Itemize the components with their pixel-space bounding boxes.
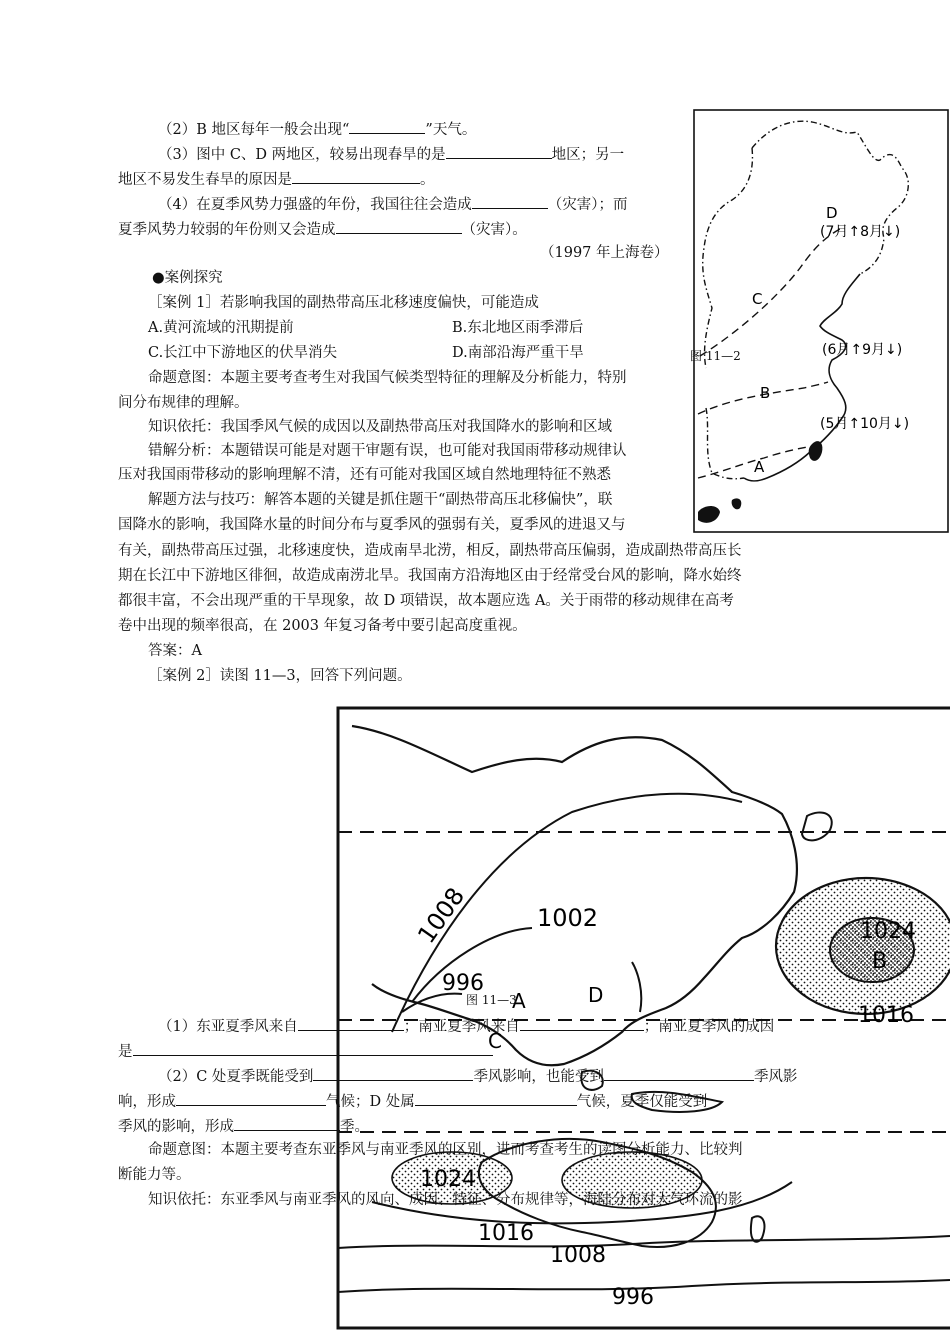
c2q2-blank-4[interactable] (415, 1090, 577, 1106)
q3-text-b: 地区；另一 (551, 147, 625, 163)
error1-line-1: 错解分析：本题错误可能是对题干审题有误，也可能对我国雨带移动规律认 (148, 443, 627, 459)
q2-text-b: ”天气。 (425, 122, 477, 138)
fig3-iso-1024-right: 1024 (860, 919, 916, 944)
q4-text-c: 夏季风势力较弱的年份则又会造成 (118, 222, 336, 238)
q4-text-a: （4）在夏季风势力强盛的年份，我国往往会造成 (158, 197, 472, 213)
fig2-caption: 图 11—2 (690, 349, 741, 363)
c2q2-blank-1[interactable] (313, 1065, 473, 1081)
method1-line-3: 有关，副热带高压过强，北移速度快，造成南旱北涝，相反，副热带高压偏弱，造成副热带高压长 (118, 543, 742, 559)
case-heading: ●案例探究 (152, 270, 223, 286)
q4-blank-2[interactable] (336, 218, 462, 234)
figure-11-2-map (692, 108, 950, 534)
method1-line-6: 卷中出现的频率很高，在 2003 年复习备考中要引起高度重视。 (118, 618, 527, 634)
q3-text-a: （3）图中 C、D 两地区，较易出现春旱的是 (158, 147, 446, 163)
c2q2-text-d: 响，形成 (118, 1094, 176, 1110)
c2q2-text-f: 气候，夏季仅能受到 (576, 1094, 708, 1110)
q3-blank-1[interactable] (446, 143, 552, 159)
error1-line-2: 压对我国雨带移动的影响理解不清，还有可能对我国区域自然地理特征不熟悉 (118, 467, 611, 483)
case2-question: ［案例 2］读图 11—3，回答下列问题。 (148, 668, 412, 684)
fig3-iso-1008-top: 1008 (412, 882, 471, 949)
case1-option-a: A.黄河流域的汛期提前 (148, 320, 294, 336)
fig2-band-2: (6月↑9月↓) (822, 342, 903, 358)
basis1-line: 知识依托：我国季风气候的成因以及副热带高压对我国降水的影响和区域 (148, 419, 612, 435)
c2q2-text-e: 气候；D 处属 (326, 1094, 415, 1110)
intent1-line-1: 命题意图：本题主要考查考生对我国气候类型特征的理解及分析能力，特别 (148, 370, 627, 386)
c2q2-blank-5[interactable] (234, 1115, 340, 1131)
case1-option-b: B.东北地区雨季滞后 (452, 320, 584, 336)
c2q1-text-b: ；南亚夏季风来自 (403, 1019, 520, 1035)
intent2-line-1: 命题意图：本题主要考查东亚季风与南亚季风的区别，进而考查考生的读图分析能力、比较判 (148, 1142, 743, 1158)
c2q2-line-3 (118, 1115, 369, 1137)
fig2-band-1: (7月↑8月↓) (820, 224, 901, 240)
q4-line-1 (158, 193, 627, 215)
fig3-label-c: C (488, 1029, 502, 1053)
q2-text-a: （2）B 地区每年一般会出现“ (158, 122, 350, 138)
fig2-band-3: (5月↑10月↓) (820, 416, 910, 432)
fig3-label-d: D (588, 983, 604, 1007)
basis2-line: 知识依托：东亚季风与南亚季风的风向、成因、特征、分布规律等，海陆分布对大气环流的影 (148, 1192, 743, 1208)
fig3-iso-1024-bottom: 1024 (420, 1167, 476, 1192)
fig3-iso-996-bottom: 996 (612, 1285, 654, 1310)
c2q2-line-1 (158, 1065, 797, 1087)
q2-line (158, 118, 476, 140)
fig3-label-a: A (512, 989, 526, 1013)
source-note: （1997 年上海卷） (540, 245, 669, 261)
fig3-iso-1008-bottom: 1008 (550, 1243, 606, 1268)
fig3-iso-1016-bottom: 1016 (478, 1221, 534, 1246)
q3-line-2 (118, 168, 435, 190)
c2q1-blank-2[interactable] (520, 1015, 644, 1031)
intent2-line-2: 断能力等。 (118, 1167, 191, 1183)
c2q2-text-b: 季风影响，也能受到 (473, 1069, 604, 1085)
fig3-label-b: B (872, 949, 888, 974)
fig3-caption: 图 11—3 (466, 993, 517, 1007)
c2q2-text-c: 季风影 (753, 1069, 798, 1085)
q4-line-2 (118, 218, 527, 240)
answer1: 答案：A (148, 643, 202, 659)
q3-line-1 (158, 143, 624, 165)
c2q1-line-1 (158, 1015, 774, 1037)
c2q1-blank-3[interactable] (133, 1040, 493, 1056)
fig3-iso-996-top: 996 (442, 971, 484, 996)
c2q2-blank-3[interactable] (176, 1090, 326, 1106)
c2q1-line-2 (118, 1040, 493, 1062)
q4-text-d: （灾害）。 (461, 222, 527, 238)
fig2-label-c: C (752, 290, 763, 308)
q3-text-d: 。 (420, 172, 435, 188)
c2q2-text-a: （2）C 处夏季既能受到 (158, 1069, 314, 1085)
c2q1-text-a: （1）东亚夏季风来自 (158, 1019, 298, 1035)
c2q1-text-c: ；南亚夏季风的成因 (643, 1019, 775, 1035)
method1-line-1: 解题方法与技巧：解答本题的关键是抓住题干“副热带高压北移偏快”，联 (148, 492, 613, 508)
c2q2-text-g: 季风的影响，形成 (118, 1119, 234, 1135)
fig3-iso-1002: 1002 (537, 904, 599, 932)
c2q2-line-2 (118, 1090, 707, 1112)
case1-option-c: C.长江中下游地区的伏旱消失 (148, 345, 338, 361)
q4-text-b: （灾害）；而 (547, 197, 628, 213)
fig2-label-b: B (760, 384, 771, 402)
fig2-label-d: D (826, 204, 838, 222)
c2q1-text-d: 是 (118, 1044, 133, 1060)
q3-text-c: 地区不易发生春旱的原因是 (118, 172, 292, 188)
c2q2-text-h: 季。 (340, 1119, 369, 1135)
method1-line-2: 国降水的影响，我国降水量的时间分布与夏季风的强弱有关，夏季风的进退又与 (118, 517, 626, 533)
case1-option-d: D.南部沿海严重干旱 (452, 345, 584, 361)
q3-blank-2[interactable] (292, 168, 420, 184)
q2-blank[interactable] (349, 118, 425, 134)
c2q1-blank-1[interactable] (298, 1015, 404, 1031)
case1-question: ［案例 1］若影响我国的副热带高压北移速度偏快，可能造成 (148, 295, 539, 311)
fig2-label-a: A (754, 458, 765, 476)
c2q2-blank-2[interactable] (604, 1065, 754, 1081)
intent1-line-2: 间分布规律的理解。 (118, 395, 249, 411)
method1-line-4: 期在长江中下游地区徘徊，故造成南涝北旱。我国南方沿海地区由于经常受台风的影响，降水始终 (118, 568, 742, 584)
method1-line-5: 都很丰富，不会出现严重的干旱现象，故 D 项错误，故本题应选 A。关于雨带的移动规律在高考 (118, 593, 734, 609)
q4-blank-1[interactable] (472, 193, 548, 209)
fig3-iso-1016-right: 1016 (858, 1003, 914, 1028)
